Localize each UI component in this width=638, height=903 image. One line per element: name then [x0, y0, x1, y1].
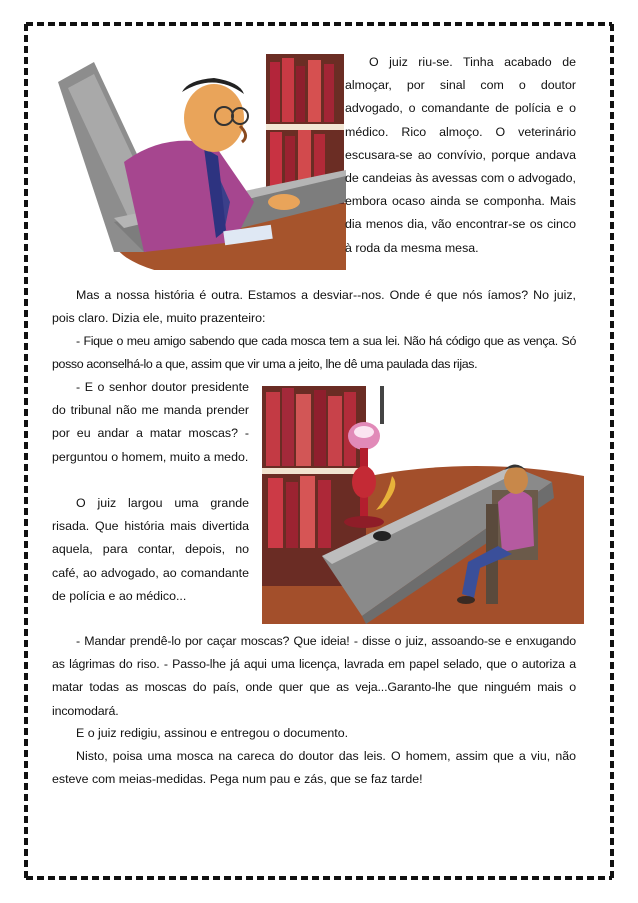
border-left — [24, 24, 28, 880]
paragraph-1: O juiz riu-se. Tinha acabado de almoçar, por sinal com o doutor advogado, o comandante de polícia e o médico. Rico almoço. O veterinário escusara-se ao convívio, porque andava de candeias às avessas com o advogado, embora ocaso ainda se componha. Mais dia menos dia, vão encontrar-se os cinco à roda da mesma mesa. — [345, 55, 576, 255]
paragraph-7: E o juiz redigiu, assinou e entregou o documento. — [76, 726, 349, 740]
paragraph-8: Nisto, poisa uma mosca na careca do doutor das leis. O homem, assim que a viu, não esteve com meias-medidas. Pega num pau e zás, que se faz tarde! — [52, 749, 576, 787]
paragraph-5: O juiz largou uma grande risada. Que história mais divertida aquela, para contar, depois, no café, ao advogado, ao comandante de polícia e ao médico... — [52, 496, 249, 603]
paragraph-6: - Mandar prendê-lo por caçar moscas? Que ideia! - disse o juiz, assoando-se e enxugando as lágrimas do riso. - Passo-lhe já aqui uma licença, lavrada em papel selado, que o autoriza a matar todas as moscas do país, onde quer que as veja...Garanto-lhe que ninguém mais o incomodará. — [52, 634, 576, 718]
judge-illustration — [54, 52, 346, 270]
paragraph-4: - E o senhor doutor presidente do tribunal não me manda prender por eu andar a matar moscas? -perguntou o homem, muito a medo. — [52, 380, 249, 464]
border-right — [610, 24, 614, 880]
border-bottom — [26, 876, 612, 880]
paragraph-3: - Fique o meu amigo sabendo que cada mosca tem a sua lei. Não há código que as vença. Só posso aconselhá-lo a que, assim que vir uma a jeito, lhe dê uma paulada das rijas. — [52, 334, 576, 372]
paragraph-2: Mas a nossa história é outra. Estamos a desviar--nos. Onde é que nós íamos? No juiz, pois claro. Dizia ele, muito prazenteiro: — [52, 288, 576, 326]
border-top — [26, 22, 612, 26]
office-illustration — [262, 386, 584, 624]
